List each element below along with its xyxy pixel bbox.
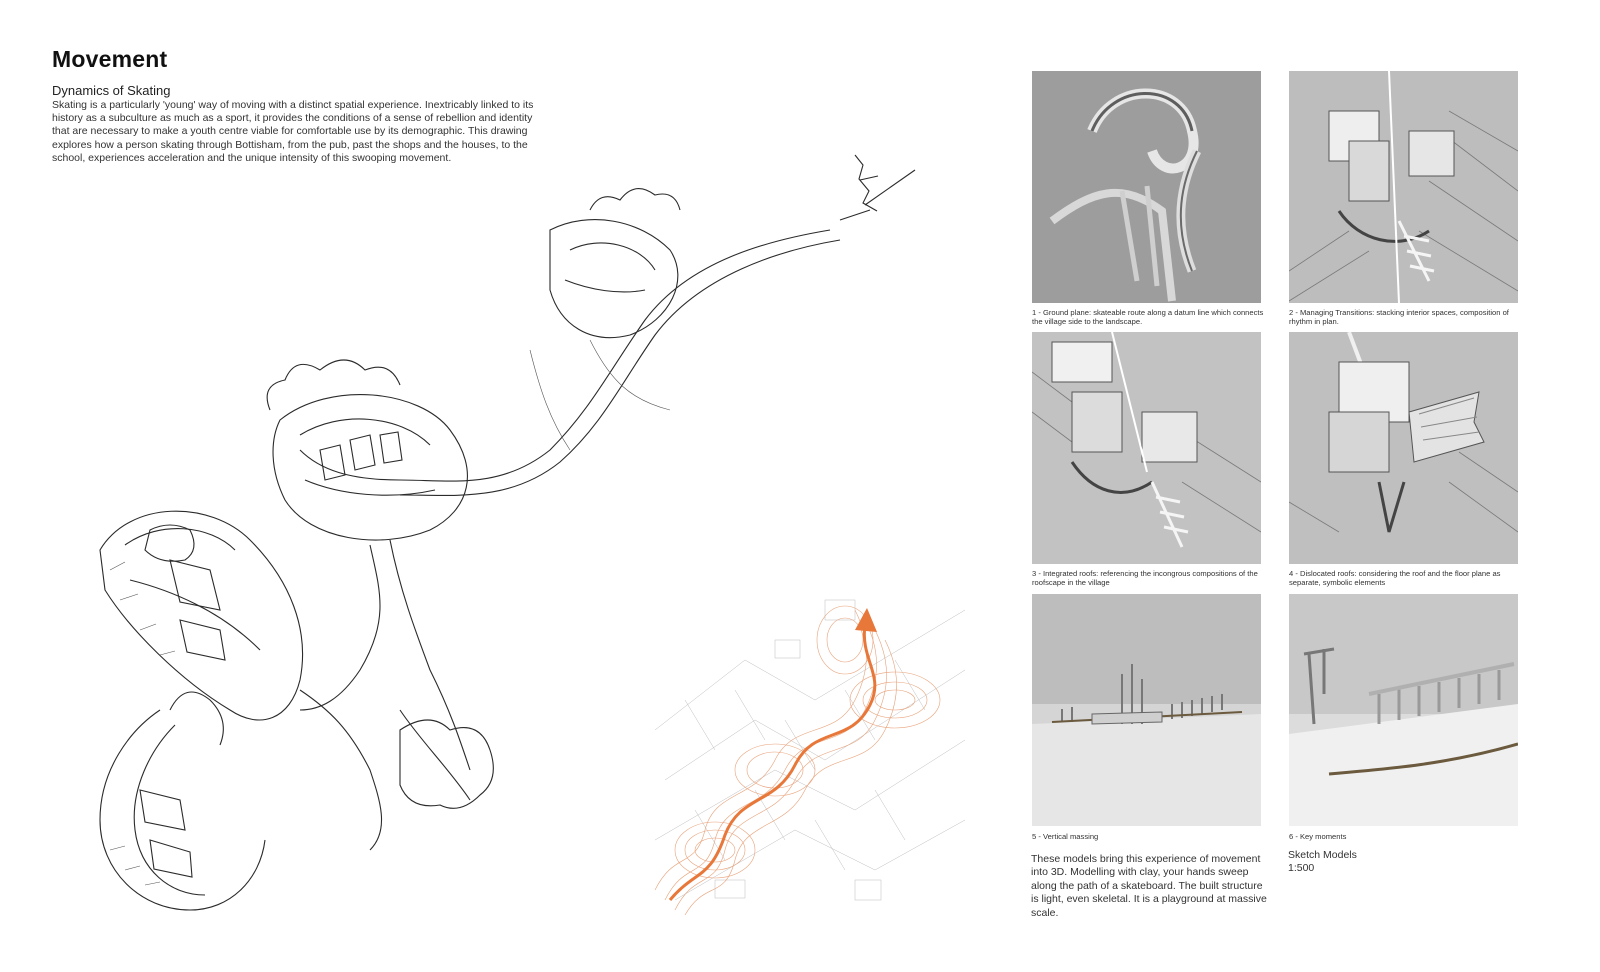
caption-4: 4 - Dislocated roofs: considering the roof and the floor plane as separate, symbolic elements (1289, 569, 1501, 587)
sketch-models-title: Sketch Models (1288, 849, 1357, 861)
intro-paragraph: Skating is a particularly 'young' way of moving with a distinct spatial experience. Inextricably linked to its history as a subculture as much as a sport, it provides the conditions of a sense of rebellion and identity that are necessary to make a youth centre viable for comfortable use by its demographic. This drawing explores how a person skating through Bottisham, from the pub, past the shops and the houses, to the school, experiences acceleration and the unique intensity of this swooping movement. (52, 99, 534, 164)
page-subtitle: Dynamics of Skating (52, 83, 171, 98)
model-photo-5 (1032, 594, 1261, 826)
caption-2: 2 - Managing Transitions: stacking interior spaces, composition of rhythm in plan. (1289, 308, 1509, 326)
caption-6: 6 - Key moments (1289, 832, 1347, 841)
sketch-models-label (1288, 849, 1357, 876)
model-photo-6 (1289, 594, 1518, 826)
page-title: Movement (52, 46, 168, 72)
caption-1: 1 - Ground plane: skateable route along a datum line which connects the village side to the landscape. (1032, 308, 1264, 326)
caption-3: 3 - Integrated roofs: referencing the incongrous compositions of the roofscape in the village (1032, 569, 1258, 587)
model-photo-2 (1289, 71, 1518, 303)
models-description: These models bring this experience of movement into 3D. Modelling with clay, your hands sweep along the path of a skateboard. The built structure is light, even skeletal. It is a playground at massive scale. (1031, 853, 1267, 919)
caption-5: 5 - Vertical massing (1032, 832, 1099, 841)
model-photo-4 (1289, 332, 1518, 564)
route-map-diagram (655, 580, 965, 930)
sketch-models-scale: 1:500 (1288, 862, 1315, 875)
model-photo-1 (1032, 71, 1261, 303)
model-photo-3 (1032, 332, 1261, 564)
